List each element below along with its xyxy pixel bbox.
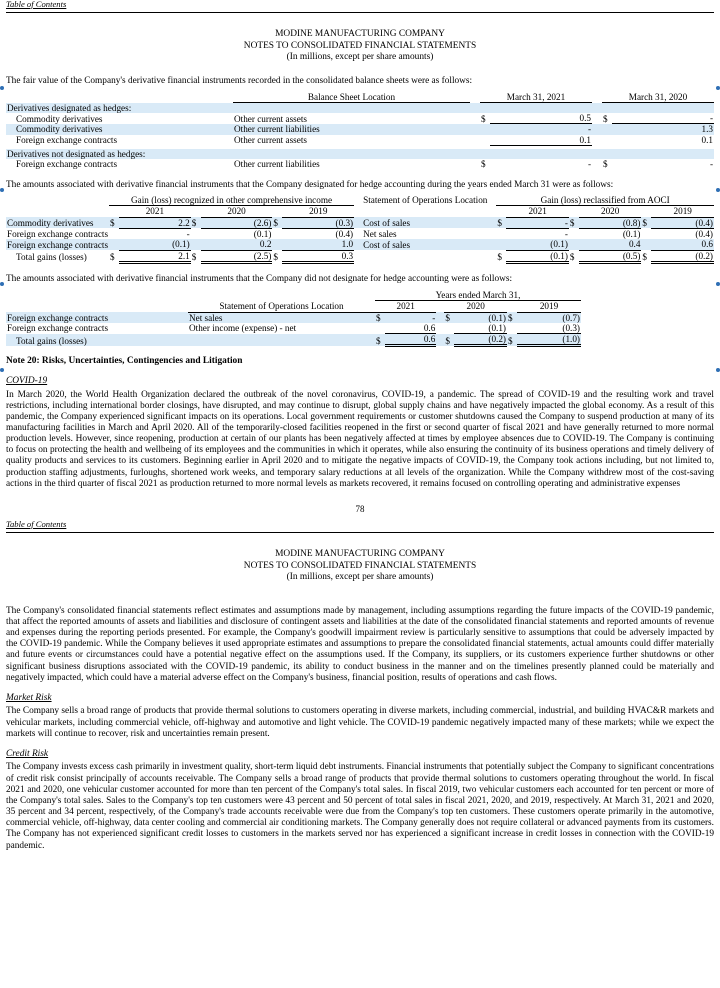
row-location: Net sales bbox=[363, 228, 397, 239]
total-2019: (1.0) bbox=[517, 334, 581, 346]
currency-symbol: $ bbox=[569, 252, 575, 263]
units-note: (In millions, except per share amounts) bbox=[286, 52, 434, 63]
currency-symbol: $ bbox=[642, 252, 648, 263]
document-title-2: NOTES TO CONSOLIDATED FINANCIAL STATEMENTS bbox=[243, 560, 477, 571]
row-label: Foreign exchange contracts bbox=[7, 228, 109, 239]
currency-symbol bbox=[272, 239, 282, 250]
currency-symbol bbox=[602, 135, 612, 146]
total-2019-oci: 0.3 bbox=[282, 250, 354, 262]
table-row bbox=[6, 135, 714, 146]
col-header-march-2021: March 31, 2021 bbox=[480, 92, 592, 103]
total-2021-oci: 2.1 bbox=[119, 250, 191, 262]
currency-symbol bbox=[480, 135, 490, 146]
value-2021-aoci: - bbox=[506, 217, 569, 228]
row-location: Cost of sales bbox=[363, 218, 411, 229]
total-label: Total gains (losses) bbox=[16, 335, 87, 346]
value-2020-aoci: (0.8) bbox=[579, 217, 642, 228]
currency-symbol: $ bbox=[508, 335, 513, 346]
credit-risk-paragraph: The Company invests excess cash primarily in investment quality, short-term liquid debt instruments. Financial instruments that potentially subject the Company to significant concentrations of credit risk consist principally of accounts receivable. The Company sells a broad range of products that provide thermal solutions to customers operating throughout the world. In fiscal 2021 and 2020, one vehicular customer accounted for more than ten percent of the Company's total sales. In fiscal 2019, two vehicular customers each accounted for ten percent or more of the Company's total sales. Sales to the Company's top ten customers were 43 percent and 50 percent of total sales in fiscal 2021, 2020, and 2019, respectively. At March 31, 2021 and 2020, 35 percent and 34 percent, respectively, of the Company's trade accounts receivable were due from the Company's top ten customers. These customers operate primarily in the automotive, commercial vehicle, off-highway, data center cooling and commercial air conditioning markets. The Company generally does not require collateral or advanced payments from its customers. The Company has not experienced significant credit losses to customers in the markets served nor has experienced a significant increase in credit losses in connection with the COVID-19 pandemic. bbox=[6, 762, 714, 851]
value-2019-oci: (0.4) bbox=[335, 228, 354, 239]
value-2021-oci: - bbox=[186, 228, 190, 239]
annotation-dot-right bbox=[716, 86, 720, 90]
year-header-2019-aoci: 2019 bbox=[651, 206, 714, 217]
currency-symbol: $ bbox=[642, 218, 648, 229]
value-2019-oci: 1.0 bbox=[282, 239, 354, 250]
value-2019-aoci: (0.4) bbox=[695, 228, 713, 239]
annotation-dot-right bbox=[716, 188, 720, 192]
table-year-header-row bbox=[6, 301, 581, 312]
row-label: Commodity derivatives bbox=[16, 113, 103, 124]
table-row bbox=[6, 124, 714, 135]
header-divider bbox=[6, 12, 714, 13]
currency-symbol: $ bbox=[481, 159, 486, 170]
row-label: Foreign exchange contracts bbox=[16, 159, 118, 170]
currency-symbol: $ bbox=[445, 335, 450, 346]
table-row bbox=[6, 239, 714, 250]
value-2019-aoci: (0.4) bbox=[651, 217, 714, 228]
table-section-label-row bbox=[6, 103, 714, 113]
units-note-2: (In millions, except per share amounts) bbox=[286, 572, 434, 583]
value-2020-oci: 0.2 bbox=[201, 239, 273, 250]
year-header-2020-aoci: 2020 bbox=[579, 206, 642, 217]
currency-symbol: $ bbox=[191, 218, 197, 229]
fair-value-intro: The fair value of the Company's derivative financial instruments recorded in the consolidated balance sheets were as follows: bbox=[6, 75, 473, 86]
group-header-years-ended: Years ended March 31, bbox=[375, 290, 581, 301]
row-value-2021: - bbox=[587, 124, 591, 135]
row-label: Foreign exchange contracts bbox=[16, 135, 118, 146]
value-2019-oci: (0.3) bbox=[282, 217, 354, 228]
currency-symbol: $ bbox=[603, 159, 608, 170]
currency-symbol: $ bbox=[481, 113, 486, 124]
value-2020-aoci: (0.1) bbox=[622, 228, 641, 239]
annotation-dot-left bbox=[0, 282, 4, 286]
row-location: Other current liabilities bbox=[234, 159, 320, 170]
total-2020-aoci: (0.5) bbox=[579, 250, 642, 262]
year-header-2020-oci: 2020 bbox=[201, 206, 273, 217]
non-hedge-table bbox=[6, 290, 581, 347]
row-label: Foreign exchange contracts bbox=[7, 323, 109, 334]
row-location: Cost of sales bbox=[363, 239, 411, 250]
table-row bbox=[6, 217, 714, 228]
value-2020-oci: (0.1) bbox=[253, 228, 272, 239]
value-2019: (0.3) bbox=[517, 323, 581, 334]
table-total-row bbox=[6, 250, 714, 262]
currency-symbol bbox=[602, 124, 612, 135]
header-divider-2 bbox=[6, 532, 714, 533]
page1-heading bbox=[0, 29, 720, 63]
company-name: MODINE MANUFACTURING COMPANY bbox=[275, 29, 445, 40]
currency-symbol: $ bbox=[191, 252, 197, 263]
row-label: Foreign exchange contracts bbox=[7, 312, 109, 323]
table-total-row bbox=[6, 334, 581, 346]
table-header-row bbox=[6, 92, 714, 103]
row-location: Other current assets bbox=[234, 135, 307, 146]
annotation-dot-right bbox=[716, 282, 720, 286]
total-2021: 0.6 bbox=[385, 334, 436, 346]
currency-symbol bbox=[375, 323, 385, 334]
annotation-dot-right bbox=[716, 368, 720, 372]
currency-symbol bbox=[480, 124, 490, 135]
total-location bbox=[188, 334, 375, 346]
value-2021: - bbox=[432, 312, 436, 323]
value-2020: (0.1) bbox=[454, 323, 507, 334]
annotation-dot-left bbox=[0, 368, 4, 372]
row-value-2021: 0.1 bbox=[490, 135, 592, 146]
document-title: NOTES TO CONSOLIDATED FINANCIAL STATEMENTS bbox=[243, 40, 477, 51]
table-row bbox=[6, 228, 714, 239]
currency-symbol bbox=[444, 323, 454, 334]
non-hedge-intro: The amounts associated with derivative financial instruments that the Company did not designate for hedge accounting were as follows: bbox=[6, 273, 513, 284]
currency-symbol bbox=[496, 239, 506, 250]
row-label: Commodity derivatives bbox=[7, 218, 94, 229]
row-value-2021: - bbox=[587, 159, 591, 170]
value-2021-aoci: - bbox=[564, 228, 568, 239]
currency-symbol: $ bbox=[569, 218, 575, 229]
year-header-2021-aoci: 2021 bbox=[506, 206, 569, 217]
page-number: 78 bbox=[355, 503, 365, 514]
currency-symbol: $ bbox=[110, 252, 115, 263]
currency-symbol: $ bbox=[445, 312, 450, 323]
total-2019-aoci: (0.2) bbox=[651, 250, 714, 262]
table-group-header-row bbox=[6, 290, 581, 301]
value-2021: 0.6 bbox=[385, 323, 436, 334]
value-2019-aoci: 0.6 bbox=[651, 239, 714, 250]
value-2021-aoci: (0.1) bbox=[506, 239, 569, 250]
year-header-2021-oci: 2021 bbox=[119, 206, 191, 217]
value-2020: (0.1) bbox=[488, 312, 506, 323]
currency-symbol bbox=[641, 239, 651, 250]
currency-symbol bbox=[272, 228, 282, 239]
hedge-accounting-intro: The amounts associated with derivative financial instruments that the Company designated for hedge accounting during the years ended March 31 were as follows: bbox=[6, 179, 614, 190]
table-of-contents-link-2[interactable]: Table of Contents bbox=[6, 519, 67, 530]
section-label-not-designated: Derivatives not designated as hedges: bbox=[7, 148, 146, 159]
currency-symbol bbox=[109, 239, 119, 250]
value-2019: (0.7) bbox=[562, 312, 580, 323]
currency-symbol: $ bbox=[273, 252, 278, 263]
total-location bbox=[362, 250, 488, 262]
currency-symbol bbox=[507, 323, 517, 334]
row-value-2021: 0.5 bbox=[490, 113, 592, 124]
annotation-dot-left bbox=[0, 188, 4, 192]
group-header-aoci: Gain (loss) reclassified from AOCI bbox=[496, 196, 714, 206]
table-row bbox=[6, 323, 581, 334]
covid-19-paragraph: In March 2020, the World Health Organization declared the outbreak of the novel coronavirus, COVID-19, a pandemic. The spread of COVID-19 and the resulting work and travel restrictions, including international border closings, have disrupted, and may continue to disrupt, global supply chains and have negatively impacted the global economy. As a result of this pandemic, the Company experienced significant impacts on its operations. Local government requirements or customer shutdowns caused the Company to suspend production at many of its manufacturing facilities in March and April 2020. All of the temporarily-closed facilities reopened in the first or second quarter of fiscal 2021 and have generally returned to more normal production levels. However, since reopening, production at certain of our plants has been negatively affected at times by employee absences due to COVID-19. The Company is continuing to focus on protecting the health and wellbeing of its employees and the communities in which it operates, while also ensuring the continuity of its business operations and timely delivery of quality products and services to its customers. Beginning earlier in April 2020 and to mitigate the negative impacts of COVID-19, the Company took actions including, but not limited to, production staffing adjustments, furloughs, shortened work weeks, and temporary salary reductions at all levels of the organization. While the Company withdrew most of the cost-saving actions in the third quarter of fiscal 2021 as production returned to more normal levels as markets recovered, it remains focused on controlling operating and administrative expenses bbox=[6, 389, 714, 489]
annotation-dot-left bbox=[0, 86, 4, 90]
currency-symbol bbox=[191, 228, 201, 239]
row-location: Net sales bbox=[189, 312, 223, 323]
company-name-2: MODINE MANUFACTURING COMPANY bbox=[275, 549, 445, 560]
value-2021-oci: 2.2 bbox=[119, 217, 191, 228]
table-of-contents-link[interactable]: Table of Contents bbox=[6, 0, 67, 9]
group-header-oci: Gain (loss) recognized in other comprehensive income bbox=[109, 196, 354, 206]
total-2020: (0.2) bbox=[454, 334, 507, 346]
hedge-accounting-table bbox=[6, 196, 714, 264]
row-location: Other current liabilities bbox=[234, 124, 320, 135]
table-section-label-row bbox=[6, 149, 714, 159]
currency-symbol: $ bbox=[376, 335, 381, 346]
currency-symbol: $ bbox=[376, 312, 381, 323]
row-label: Foreign exchange contracts bbox=[7, 239, 109, 250]
table-group-header-row bbox=[6, 196, 714, 206]
row-location: Other income (expense) - net bbox=[189, 323, 297, 334]
market-risk-paragraph: The Company sells a broad range of products that provide thermal solutions to customers operating in diverse markets, including commercial, industrial, and building HVAC&R markets and vehicular markets, including commercial vehicle, off-highway and automotive and light vehicle. The COVID-19 pandemic negatively impacted many of these markets; while we expect the markets will continue to recover, risk and uncertainties remain present. bbox=[6, 706, 714, 739]
section-label-designated: Derivatives designated as hedges: bbox=[7, 102, 132, 113]
covid-19-subtitle: COVID-19 bbox=[6, 376, 48, 387]
currency-symbol bbox=[641, 228, 651, 239]
row-value-2020: - bbox=[612, 113, 714, 124]
currency-symbol: $ bbox=[273, 218, 278, 229]
year-header-2020: 2020 bbox=[444, 301, 507, 312]
col-header-operations-location: Statement of Operations Location bbox=[188, 301, 375, 312]
total-label: Total gains (losses) bbox=[16, 252, 87, 263]
currency-symbol bbox=[569, 239, 579, 250]
note-20-title: Note 20: Risks, Uncertainties, Contingencies and Litigation bbox=[6, 356, 243, 367]
table-year-header-row bbox=[6, 206, 714, 217]
year-header-2019-oci: 2019 bbox=[282, 206, 354, 217]
col-header-march-2020: March 31, 2020 bbox=[602, 92, 714, 103]
col-header-balance-sheet-location: Balance Sheet Location bbox=[233, 92, 470, 103]
currency-symbol: $ bbox=[497, 252, 502, 263]
row-value-2020: - bbox=[709, 159, 713, 170]
currency-symbol: $ bbox=[110, 218, 115, 229]
year-header-2019: 2019 bbox=[517, 301, 581, 312]
value-2020-oci: (2.6) bbox=[201, 217, 273, 228]
credit-risk-subtitle: Credit Risk bbox=[6, 748, 49, 759]
table-row bbox=[6, 159, 714, 169]
page2-heading bbox=[0, 549, 720, 583]
estimates-paragraph: The Company's consolidated financial statements reflect estimates and assumptions made by management, including assumptions regarding the future impacts of the COVID-19 pandemic, that affect the reported amounts of assets and liabilities and disclosure of contingent assets and liabilities at the date of the consolidated financial statements and reported amounts of revenue and expenses during the reporting periods presented. For example, the Company's goodwill impairment review is particularly sensitive to assumptions that could be adversely impacted by the COVID-19 pandemic. While the Company believes it used appropriate estimates and assumptions to prepare the consolidated financial statements, actual amounts could differ materially and future events or circumstances could have a potential negative effect on the assumptions used. If the Company, its suppliers, or its customers experience further shutdowns or other significant business disruptions associated with the COVID-19 pandemic, its ability to conduct business in the manner and on the timelines presently planned could be materially and negatively impacted, which could have a material adverse effect on the Company's business, financial position, results of operations and cash flows. bbox=[6, 605, 714, 683]
row-label: Commodity derivatives bbox=[16, 124, 103, 135]
table-row bbox=[6, 113, 714, 124]
currency-symbol: $ bbox=[497, 218, 502, 229]
currency-symbol bbox=[569, 228, 579, 239]
row-value-2020: 1.3 bbox=[701, 124, 713, 135]
row-location: Other current assets bbox=[234, 113, 307, 124]
currency-symbol: $ bbox=[603, 113, 608, 124]
currency-symbol bbox=[496, 228, 506, 239]
market-risk-subtitle: Market Risk bbox=[6, 692, 52, 703]
currency-symbol bbox=[191, 239, 201, 250]
value-2021-oci: (0.1) bbox=[119, 239, 191, 250]
total-2021-aoci: (0.1) bbox=[506, 250, 569, 262]
group-header-operations-location: Statement of Operations Location bbox=[363, 195, 488, 206]
row-value-2020: 0.1 bbox=[701, 135, 713, 146]
currency-symbol bbox=[109, 228, 119, 239]
currency-symbol: $ bbox=[508, 312, 513, 323]
table-row bbox=[6, 312, 581, 323]
total-2020-oci: (2.5) bbox=[201, 250, 273, 262]
fair-value-table bbox=[6, 92, 714, 170]
year-header-2021: 2021 bbox=[375, 301, 436, 312]
value-2020-aoci: 0.4 bbox=[579, 239, 642, 250]
